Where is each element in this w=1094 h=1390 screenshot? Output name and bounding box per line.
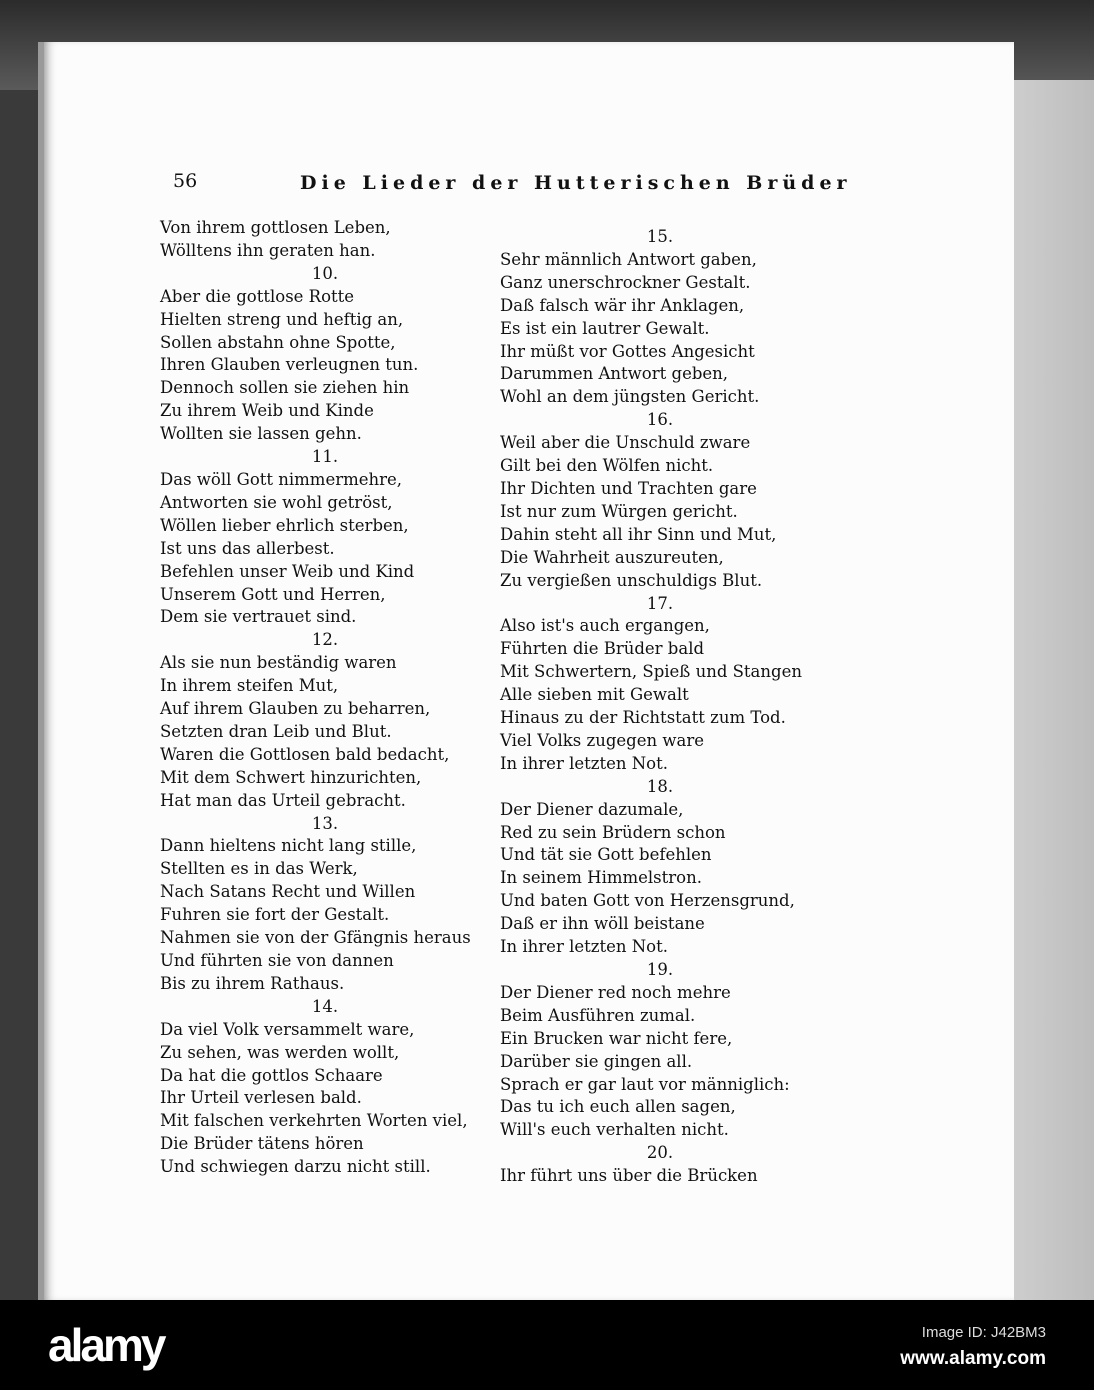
verse-line: Wölltens ihn geraten han.	[160, 240, 376, 260]
stanza	[500, 409, 820, 592]
verse-line: In ihrem steifen Mut,	[160, 676, 339, 696]
verse-line: Der Diener red noch mehre	[500, 982, 731, 1002]
verse-line: Nach Satans Recht und Willen	[160, 882, 416, 902]
verse-line: Wohl an dem jüngsten Gericht.	[500, 387, 760, 407]
verse-line: Führten die Brüder bald	[500, 639, 705, 659]
verse-line: Viel Volks zugegen ware	[500, 730, 704, 750]
verse-line: Und führten sie von dannen	[160, 951, 394, 970]
verse-line: Ihr müßt vor Gottes Angesicht	[500, 341, 755, 361]
stanza-number: 10.	[311, 263, 339, 283]
verse-line: Nahmen sie von der Gfängnis heraus	[160, 928, 471, 948]
verse-line: Da viel Volk versammelt ware,	[160, 1019, 415, 1039]
verse-line: Daß falsch wär ihr Anklagen,	[500, 295, 745, 315]
stanza-number: 14.	[311, 996, 339, 1016]
verse-line: Befehlen unser Weib und Kind	[160, 561, 415, 581]
right-column	[500, 226, 820, 1188]
verse-line: Ist nur zum Würgen gericht.	[500, 501, 738, 521]
stanza	[500, 226, 820, 409]
verse-line: Aber die gottlose Rotte	[160, 286, 355, 306]
verse-line: Ihren Glauben verleugnen tun.	[160, 355, 419, 375]
verse-line: Sollen abstahn ohne Spotte,	[160, 332, 396, 352]
stanza	[500, 593, 820, 776]
verse-line: Die Brüder tätens hören	[160, 1134, 364, 1154]
stanza-number: 12.	[311, 630, 339, 650]
verse-line: Also ist's auch ergangen,	[500, 616, 710, 636]
running-title: Die Lieder der Hutterischen Brüder	[300, 172, 852, 194]
verse-line: Ein Brucken war nicht fere,	[500, 1028, 733, 1048]
verse-line: Alle sieben mit Gewalt	[500, 685, 689, 705]
stanza-number: 11.	[311, 447, 339, 467]
stanza	[160, 263, 490, 446]
verse-line: Zu vergießen unschuldigs Blut.	[500, 570, 763, 590]
verse-line: Da hat die gottlos Schaare	[160, 1065, 383, 1085]
verse-line: Es ist ein lautrer Gewalt.	[500, 318, 710, 338]
verse-line: Darüber sie gingen all.	[500, 1051, 693, 1071]
verse-line: Will's euch verhalten nicht.	[500, 1120, 729, 1140]
verse-line: In seinem Himmelstron.	[500, 868, 702, 888]
left-column	[160, 217, 490, 1179]
alamy-logo: alamy	[48, 1319, 164, 1371]
page-number: 56	[173, 170, 198, 192]
verse-line: Ist uns das allerbest.	[160, 538, 335, 558]
verse-line: Das wöll Gott nimmermehre,	[160, 469, 403, 489]
verse-line: Ihr Urteil verlesen bald.	[160, 1088, 362, 1108]
image-id: Image ID: J42BM3	[921, 1324, 1046, 1341]
verse-line: Und baten Gott von Herzensgrund,	[500, 891, 795, 911]
verse-line: Setzten dran Leib und Blut.	[160, 721, 392, 741]
stanza	[160, 217, 490, 263]
stanza-number: 16.	[646, 410, 674, 430]
stanza-number: 18.	[646, 776, 674, 796]
verse-line: Ihr führt uns über die Brücken	[500, 1166, 758, 1186]
stanza-number: 15.	[646, 227, 674, 246]
verse-line: Das tu ich euch allen sagen,	[500, 1097, 736, 1117]
verse-line: Die Wahrheit auszureuten,	[500, 547, 724, 567]
verse-line: Unserem Gott und Herren,	[160, 584, 386, 604]
stanza	[500, 959, 820, 1142]
stanza	[160, 813, 490, 996]
verse-line: Waren die Gottlosen bald bedacht,	[160, 744, 450, 764]
verse-line: Dennoch sollen sie ziehen hin	[160, 378, 410, 398]
verse-line: In ihrer letzten Not.	[500, 937, 668, 957]
verse-line: Ganz unerschrockner Gestalt.	[500, 272, 751, 292]
verse-line: Dann hieltens nicht lang stille,	[160, 836, 417, 856]
verse-line: Hielten streng und heftig an,	[160, 309, 404, 329]
verse-line: Bis zu ihrem Rathaus.	[160, 973, 345, 993]
stanza-number: 20.	[646, 1143, 674, 1163]
verse-line: Hat man das Urteil gebracht.	[160, 790, 406, 810]
verse-line: Ihr Dichten und Trachten gare	[500, 478, 757, 498]
site-url: www.alamy.com	[900, 1348, 1046, 1369]
verse-line: Daß er ihn wöll beistane	[500, 914, 705, 934]
verse-line: Sehr männlich Antwort gaben,	[500, 249, 757, 269]
verse-line: Auf ihrem Glauben zu beharren,	[160, 699, 431, 719]
verse-line: In ihrer letzten Not.	[500, 753, 668, 773]
verse-line: Als sie nun beständig waren	[160, 653, 397, 673]
stanza	[160, 446, 490, 629]
verse-line: Der Diener dazumale,	[500, 799, 684, 819]
verse-line: Weil aber die Unschuld zware	[500, 433, 751, 453]
verse-line: Darummen Antwort geben,	[500, 364, 729, 384]
stanza-number: 19.	[646, 960, 674, 979]
verse-line: Fuhren sie fort der Gestalt.	[160, 905, 390, 925]
verse-line: Sprach er gar laut vor männiglich:	[500, 1074, 790, 1094]
verse-line: Antworten sie wohl getröst,	[160, 492, 393, 512]
verse-line: Und tät sie Gott befehlen	[500, 845, 712, 865]
verse-line: Mit falschen verkehrten Worten viel,	[160, 1111, 468, 1131]
verse-line: Von ihrem gottlosen Leben,	[160, 218, 391, 237]
verse-line: Beim Ausführen zumal.	[500, 1005, 696, 1025]
stanza	[500, 1142, 820, 1188]
verse-line: Wollten sie lassen gehn.	[160, 424, 362, 444]
verse-line: Red zu sein Brüdern schon	[500, 822, 726, 842]
watermark-bar	[0, 1300, 1094, 1390]
verse-line: Stellten es in das Werk,	[160, 859, 358, 879]
verse-line: Wöllen lieber ehrlich sterben,	[160, 515, 409, 535]
verse-line: Dahin steht all ihr Sinn und Mut,	[500, 524, 777, 544]
verse-line: Mit Schwertern, Spieß und Stangen	[500, 662, 802, 682]
stanza	[500, 776, 820, 959]
verse-line: Gilt bei den Wölfen nicht.	[500, 456, 714, 476]
stanza	[160, 629, 490, 812]
adjacent-page-edge	[1005, 80, 1094, 1300]
verse-line: Zu ihrem Weib und Kinde	[160, 401, 374, 421]
verse-line: Hinaus zu der Richtstatt zum Tod.	[500, 708, 786, 728]
stanza-number: 13.	[311, 813, 339, 833]
verse-line: Dem sie vertrauet sind.	[160, 607, 357, 627]
verse-line: Zu sehen, was werden wollt,	[160, 1042, 400, 1062]
stanza	[160, 996, 490, 1179]
stanza-number: 17.	[646, 593, 674, 613]
verse-line: Und schwiegen darzu nicht still.	[160, 1157, 431, 1177]
verse-line: Mit dem Schwert hinzurichten,	[160, 767, 422, 787]
